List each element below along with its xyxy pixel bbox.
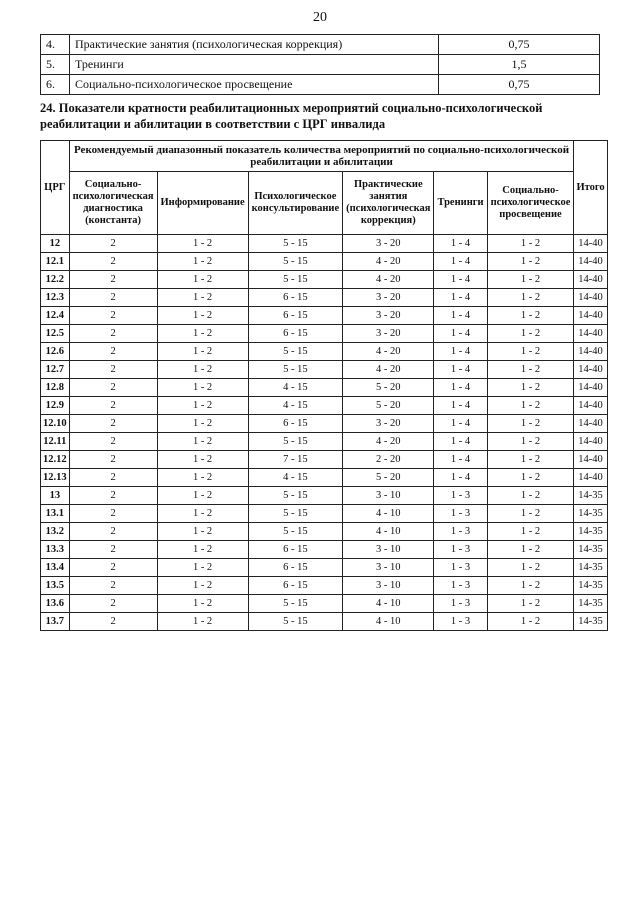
cell-practical: 3 - 10: [343, 559, 434, 577]
top-row-value: 1,5: [439, 55, 600, 75]
cell-crg: 12.13: [41, 469, 70, 487]
cell-trainings: 1 - 4: [434, 397, 487, 415]
table-row: [41, 505, 608, 523]
cell-total: 14-40: [574, 451, 607, 469]
cell-informing: 1 - 2: [157, 415, 248, 433]
table-row: [41, 325, 608, 343]
cell-trainings: 1 - 4: [434, 271, 487, 289]
cell-practical: 5 - 20: [343, 469, 434, 487]
cell-crg: 13.6: [41, 595, 70, 613]
cell-informing: 1 - 2: [157, 289, 248, 307]
cell-trainings: 1 - 4: [434, 433, 487, 451]
cell-consulting: 5 - 15: [248, 613, 342, 631]
table-row: [41, 415, 608, 433]
top-row-value: 0,75: [439, 35, 600, 55]
cell-practical: 3 - 20: [343, 235, 434, 253]
cell-consulting: 4 - 15: [248, 469, 342, 487]
cell-informing: 1 - 2: [157, 325, 248, 343]
cell-informing: 1 - 2: [157, 361, 248, 379]
cell-education: 1 - 2: [487, 289, 574, 307]
cell-total: 14-35: [574, 523, 607, 541]
cell-diagnostics: 2: [69, 361, 157, 379]
table-row: [41, 307, 608, 325]
cell-education: 1 - 2: [487, 451, 574, 469]
cell-diagnostics: 2: [69, 289, 157, 307]
cell-diagnostics: 2: [69, 343, 157, 361]
cell-total: 14-35: [574, 541, 607, 559]
cell-crg: 12.11: [41, 433, 70, 451]
cell-crg: 13.5: [41, 577, 70, 595]
cell-crg: 12.6: [41, 343, 70, 361]
top-table-row: [41, 35, 600, 55]
cell-informing: 1 - 2: [157, 433, 248, 451]
cell-trainings: 1 - 4: [434, 235, 487, 253]
cell-informing: 1 - 2: [157, 595, 248, 613]
cell-practical: 5 - 20: [343, 397, 434, 415]
cell-consulting: 6 - 15: [248, 415, 342, 433]
cell-consulting: 6 - 15: [248, 541, 342, 559]
header-row-columns: [41, 172, 608, 235]
cell-informing: 1 - 2: [157, 505, 248, 523]
table-row: [41, 613, 608, 631]
header-group-recommended: Рекомендуемый диапазонный показатель количества мероприятий по социально-психологической реабилитации и абилитации: [69, 141, 574, 172]
cell-total: 14-35: [574, 487, 607, 505]
cell-total: 14-35: [574, 505, 607, 523]
cell-trainings: 1 - 3: [434, 541, 487, 559]
table-row: [41, 343, 608, 361]
cell-total: 14-40: [574, 307, 607, 325]
cell-practical: 3 - 10: [343, 577, 434, 595]
table-row: [41, 433, 608, 451]
cell-practical: 4 - 10: [343, 595, 434, 613]
cell-consulting: 5 - 15: [248, 235, 342, 253]
table-row: [41, 487, 608, 505]
cell-consulting: 6 - 15: [248, 577, 342, 595]
cell-practical: 2 - 20: [343, 451, 434, 469]
cell-diagnostics: 2: [69, 505, 157, 523]
table-row: [41, 523, 608, 541]
header-practical: Практические занятия (психологическая коррекция): [343, 172, 434, 235]
header-crg: ЦРГ: [41, 141, 70, 235]
cell-consulting: 5 - 15: [248, 253, 342, 271]
top-row-number: 5.: [41, 55, 70, 75]
cell-practical: 4 - 10: [343, 523, 434, 541]
cell-practical: 4 - 10: [343, 613, 434, 631]
cell-trainings: 1 - 4: [434, 379, 487, 397]
cell-total: 14-40: [574, 289, 607, 307]
cell-education: 1 - 2: [487, 541, 574, 559]
cell-crg: 13.3: [41, 541, 70, 559]
cell-trainings: 1 - 4: [434, 289, 487, 307]
page-number: 20: [313, 10, 327, 25]
cell-diagnostics: 2: [69, 613, 157, 631]
top-row-name: Социально-психологическое просвещение: [70, 75, 439, 95]
cell-education: 1 - 2: [487, 343, 574, 361]
top-row-name: Тренинги: [70, 55, 439, 75]
cell-total: 14-40: [574, 325, 607, 343]
cell-consulting: 4 - 15: [248, 397, 342, 415]
cell-practical: 5 - 20: [343, 379, 434, 397]
cell-diagnostics: 2: [69, 523, 157, 541]
table-row: [41, 253, 608, 271]
frequency-table: [40, 140, 608, 631]
cell-education: 1 - 2: [487, 469, 574, 487]
cell-consulting: 5 - 15: [248, 595, 342, 613]
cell-crg: 12.12: [41, 451, 70, 469]
cell-crg: 12.5: [41, 325, 70, 343]
cell-informing: 1 - 2: [157, 271, 248, 289]
cell-practical: 3 - 20: [343, 325, 434, 343]
frequency-table-body: [41, 235, 608, 631]
table-row: [41, 289, 608, 307]
cell-total: 14-40: [574, 379, 607, 397]
cell-diagnostics: 2: [69, 379, 157, 397]
cell-practical: 3 - 20: [343, 415, 434, 433]
cell-diagnostics: 2: [69, 253, 157, 271]
top-row-number: 4.: [41, 35, 70, 55]
cell-consulting: 5 - 15: [248, 433, 342, 451]
table-row: [41, 397, 608, 415]
cell-consulting: 6 - 15: [248, 325, 342, 343]
cell-consulting: 5 - 15: [248, 505, 342, 523]
cell-education: 1 - 2: [487, 361, 574, 379]
cell-education: 1 - 2: [487, 415, 574, 433]
cell-education: 1 - 2: [487, 325, 574, 343]
cell-trainings: 1 - 3: [434, 613, 487, 631]
cell-diagnostics: 2: [69, 433, 157, 451]
cell-diagnostics: 2: [69, 235, 157, 253]
cell-total: 14-40: [574, 469, 607, 487]
table-row: [41, 595, 608, 613]
cell-practical: 4 - 20: [343, 271, 434, 289]
cell-total: 14-40: [574, 271, 607, 289]
table-row: [41, 361, 608, 379]
cell-crg: 12.9: [41, 397, 70, 415]
frequency-table-head: [41, 141, 608, 235]
cell-total: 14-40: [574, 433, 607, 451]
cell-total: 14-40: [574, 361, 607, 379]
cell-informing: 1 - 2: [157, 307, 248, 325]
top-table-body: [41, 35, 600, 95]
cell-crg: 13: [41, 487, 70, 505]
cell-total: 14-40: [574, 397, 607, 415]
cell-consulting: 4 - 15: [248, 379, 342, 397]
cell-consulting: 5 - 15: [248, 487, 342, 505]
cell-consulting: 5 - 15: [248, 361, 342, 379]
cell-diagnostics: 2: [69, 451, 157, 469]
header-informing: Информирование: [157, 172, 248, 235]
cell-consulting: 5 - 15: [248, 343, 342, 361]
cell-practical: 3 - 10: [343, 487, 434, 505]
cell-total: 14-35: [574, 595, 607, 613]
cell-crg: 12.1: [41, 253, 70, 271]
table-row: [41, 541, 608, 559]
section-title: 24. Показатели кратности реабилитационных мероприятий социально-психологической реабилитации и абилитации в соответствии с ЦРГ инвалида: [40, 101, 543, 131]
cell-consulting: 6 - 15: [248, 307, 342, 325]
cell-crg: 12.8: [41, 379, 70, 397]
cell-education: 1 - 2: [487, 235, 574, 253]
cell-crg: 12.7: [41, 361, 70, 379]
cell-informing: 1 - 2: [157, 577, 248, 595]
header-diagnostics: Социально-психологическая диагностика (константа): [69, 172, 157, 235]
header-row-group: [41, 141, 608, 172]
cell-diagnostics: 2: [69, 469, 157, 487]
cell-education: 1 - 2: [487, 433, 574, 451]
cell-diagnostics: 2: [69, 577, 157, 595]
cell-diagnostics: 2: [69, 325, 157, 343]
table-row: [41, 235, 608, 253]
cell-crg: 12.10: [41, 415, 70, 433]
cell-crg: 13.4: [41, 559, 70, 577]
cell-informing: 1 - 2: [157, 487, 248, 505]
cell-practical: 4 - 20: [343, 343, 434, 361]
cell-education: 1 - 2: [487, 559, 574, 577]
cell-practical: 3 - 20: [343, 289, 434, 307]
cell-practical: 3 - 10: [343, 541, 434, 559]
cell-diagnostics: 2: [69, 307, 157, 325]
cell-trainings: 1 - 4: [434, 361, 487, 379]
cell-practical: 4 - 20: [343, 361, 434, 379]
cell-practical: 4 - 20: [343, 253, 434, 271]
cell-trainings: 1 - 3: [434, 559, 487, 577]
cell-consulting: 5 - 15: [248, 523, 342, 541]
top-continuation-table: [40, 34, 600, 95]
cell-education: 1 - 2: [487, 397, 574, 415]
cell-trainings: 1 - 4: [434, 343, 487, 361]
cell-diagnostics: 2: [69, 271, 157, 289]
cell-education: 1 - 2: [487, 595, 574, 613]
cell-education: 1 - 2: [487, 523, 574, 541]
cell-education: 1 - 2: [487, 577, 574, 595]
cell-consulting: 6 - 15: [248, 559, 342, 577]
cell-consulting: 7 - 15: [248, 451, 342, 469]
cell-informing: 1 - 2: [157, 253, 248, 271]
cell-crg: 13.1: [41, 505, 70, 523]
cell-total: 14-40: [574, 343, 607, 361]
table-row: [41, 451, 608, 469]
cell-trainings: 1 - 3: [434, 523, 487, 541]
cell-informing: 1 - 2: [157, 343, 248, 361]
cell-crg: 12.4: [41, 307, 70, 325]
cell-crg: 13.7: [41, 613, 70, 631]
cell-informing: 1 - 2: [157, 559, 248, 577]
cell-consulting: 6 - 15: [248, 289, 342, 307]
table-row: [41, 379, 608, 397]
cell-trainings: 1 - 3: [434, 595, 487, 613]
cell-crg: 13.2: [41, 523, 70, 541]
cell-diagnostics: 2: [69, 415, 157, 433]
cell-practical: 4 - 10: [343, 505, 434, 523]
cell-practical: 3 - 20: [343, 307, 434, 325]
cell-trainings: 1 - 3: [434, 505, 487, 523]
cell-informing: 1 - 2: [157, 613, 248, 631]
cell-informing: 1 - 2: [157, 379, 248, 397]
top-row-name: Практические занятия (психологическая коррекция): [70, 35, 439, 55]
cell-crg: 12.2: [41, 271, 70, 289]
cell-total: 14-40: [574, 415, 607, 433]
cell-education: 1 - 2: [487, 253, 574, 271]
cell-diagnostics: 2: [69, 559, 157, 577]
cell-education: 1 - 2: [487, 379, 574, 397]
cell-trainings: 1 - 4: [434, 325, 487, 343]
cell-consulting: 5 - 15: [248, 271, 342, 289]
cell-trainings: 1 - 4: [434, 451, 487, 469]
cell-trainings: 1 - 4: [434, 415, 487, 433]
cell-crg: 12.3: [41, 289, 70, 307]
cell-education: 1 - 2: [487, 505, 574, 523]
cell-informing: 1 - 2: [157, 397, 248, 415]
top-row-value: 0,75: [439, 75, 600, 95]
cell-diagnostics: 2: [69, 487, 157, 505]
header-consulting: Психологическое консультирование: [248, 172, 342, 235]
cell-education: 1 - 2: [487, 307, 574, 325]
cell-practical: 4 - 20: [343, 433, 434, 451]
cell-total: 14-40: [574, 253, 607, 271]
cell-informing: 1 - 2: [157, 541, 248, 559]
cell-trainings: 1 - 3: [434, 577, 487, 595]
cell-total: 14-35: [574, 577, 607, 595]
cell-trainings: 1 - 3: [434, 487, 487, 505]
cell-trainings: 1 - 4: [434, 307, 487, 325]
cell-crg: 12: [41, 235, 70, 253]
table-row: [41, 271, 608, 289]
cell-trainings: 1 - 4: [434, 469, 487, 487]
cell-total: 14-35: [574, 613, 607, 631]
top-table-row: [41, 55, 600, 75]
cell-education: 1 - 2: [487, 487, 574, 505]
header-education: Социально-психологическое просвещение: [487, 172, 574, 235]
cell-education: 1 - 2: [487, 613, 574, 631]
cell-education: 1 - 2: [487, 271, 574, 289]
header-trainings: Тренинги: [434, 172, 487, 235]
table-row: [41, 577, 608, 595]
cell-informing: 1 - 2: [157, 235, 248, 253]
cell-diagnostics: 2: [69, 541, 157, 559]
top-row-number: 6.: [41, 75, 70, 95]
top-table-row: [41, 75, 600, 95]
cell-informing: 1 - 2: [157, 451, 248, 469]
table-row: [41, 469, 608, 487]
cell-total: 14-40: [574, 235, 607, 253]
cell-trainings: 1 - 4: [434, 253, 487, 271]
cell-informing: 1 - 2: [157, 469, 248, 487]
cell-diagnostics: 2: [69, 595, 157, 613]
header-total: Итого: [574, 141, 607, 235]
cell-diagnostics: 2: [69, 397, 157, 415]
table-row: [41, 559, 608, 577]
cell-informing: 1 - 2: [157, 523, 248, 541]
cell-total: 14-35: [574, 559, 607, 577]
